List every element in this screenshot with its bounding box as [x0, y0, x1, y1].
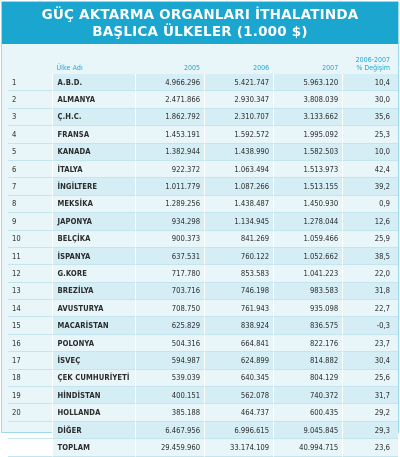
value-2007-cell: 983.583: [273, 283, 342, 300]
value-2006-cell: 640.345: [204, 370, 273, 387]
value-2007-cell: 40.994.715: [273, 439, 342, 456]
change-cell: 25,3: [342, 126, 398, 143]
rank-cell: 12: [8, 265, 52, 282]
value-2005-cell: 400.151: [135, 387, 204, 404]
rank-cell: 9: [8, 213, 52, 230]
value-2007-cell: 814.882: [273, 352, 342, 369]
value-2007-cell: 1.513.155: [273, 178, 342, 195]
table-row: [8, 144, 398, 161]
country-cell: ALMANYA: [52, 91, 135, 108]
value-2007-cell: 822.176: [273, 335, 342, 352]
value-2007-cell: 5.963.120: [273, 74, 342, 91]
table-row: [8, 404, 398, 421]
value-2006-cell: 2.310.707: [204, 109, 273, 126]
change-cell: 42,4: [342, 161, 398, 178]
change-cell: 0,9: [342, 196, 398, 213]
value-2007-cell: 1.041.223: [273, 265, 342, 282]
change-cell: 29,2: [342, 404, 398, 421]
value-2006-cell: 33.174.109: [204, 439, 273, 456]
change-cell: 30,4: [342, 352, 398, 369]
rank-cell: 14: [8, 300, 52, 317]
value-2006-cell: 838.924: [204, 317, 273, 334]
value-2006-cell: 624.899: [204, 352, 273, 369]
table-row: [8, 91, 398, 108]
value-2006-cell: 746.198: [204, 283, 273, 300]
change-cell: 23,6: [342, 439, 398, 456]
value-2007-cell: 935.098: [273, 300, 342, 317]
value-2007-cell: 1.513.973: [273, 161, 342, 178]
country-cell: İTALYA: [52, 161, 135, 178]
table-row: [8, 422, 398, 439]
header-change-line1: 2006-2007: [355, 56, 390, 64]
value-2005-cell: 539.039: [135, 370, 204, 387]
table-row: [8, 335, 398, 352]
header-change: [342, 48, 398, 74]
change-cell: 38,5: [342, 248, 398, 265]
value-2007-cell: 836.575: [273, 317, 342, 334]
rank-cell: 16: [8, 335, 52, 352]
country-cell: ÇEK CUMHURİYETİ: [52, 370, 135, 387]
change-cell: 39,2: [342, 178, 398, 195]
header-rank: [8, 48, 52, 74]
change-cell: 30,0: [342, 91, 398, 108]
change-cell: 10,4: [342, 74, 398, 91]
country-cell: HİNDİSTAN: [52, 387, 135, 404]
value-2006-cell: 464.737: [204, 404, 273, 421]
table-row: [8, 370, 398, 387]
value-2005-cell: 625.829: [135, 317, 204, 334]
value-2006-cell: 1.438.990: [204, 144, 273, 161]
header-country: Ülke Adı: [56, 64, 83, 72]
country-cell: BELÇİKA: [52, 231, 135, 248]
value-2007-cell: 740.372: [273, 387, 342, 404]
value-2005-cell: 637.531: [135, 248, 204, 265]
rank-cell: [8, 439, 52, 456]
rank-cell: 20: [8, 404, 52, 421]
rank-cell: 19: [8, 387, 52, 404]
change-cell: 31,7: [342, 387, 398, 404]
table-row: [8, 352, 398, 369]
country-cell: DİĞER: [52, 422, 135, 439]
value-2006-cell: 760.122: [204, 248, 273, 265]
header-row: [8, 48, 398, 74]
value-2006-cell: 5.421.747: [204, 74, 273, 91]
value-2007-cell: 9.045.845: [273, 422, 342, 439]
rank-cell: 8: [8, 196, 52, 213]
table-body: [8, 74, 398, 457]
table-row: [8, 178, 398, 195]
value-2007-cell: 804.129: [273, 370, 342, 387]
change-cell: 25,9: [342, 231, 398, 248]
rank-cell: 5: [8, 144, 52, 161]
header-2007: 2007: [322, 64, 339, 72]
change-cell: 22,7: [342, 300, 398, 317]
chart-title: [2, 7, 398, 41]
value-2005-cell: 1.453.191: [135, 126, 204, 143]
table-row: [8, 387, 398, 404]
value-2005-cell: 504.316: [135, 335, 204, 352]
table-row: [8, 317, 398, 334]
country-cell: BREZİLYA: [52, 283, 135, 300]
country-cell: MEKSİKA: [52, 196, 135, 213]
value-2007-cell: 1.995.092: [273, 126, 342, 143]
value-2007-cell: 3.133.662: [273, 109, 342, 126]
change-cell: 10,0: [342, 144, 398, 161]
import-table: [8, 48, 398, 457]
title-line-2: BAŞLICA ÜLKELER (1.000 $): [92, 24, 308, 40]
country-cell: AVUSTURYA: [52, 300, 135, 317]
value-2006-cell: 761.943: [204, 300, 273, 317]
table-row: [8, 231, 398, 248]
change-cell: 35,6: [342, 109, 398, 126]
country-cell: FRANSA: [52, 126, 135, 143]
value-2005-cell: 900.373: [135, 231, 204, 248]
title-line-1: GÜÇ AKTARMA ORGANLARI İTHALATINDA: [41, 7, 359, 23]
rank-cell: 7: [8, 178, 52, 195]
table-row: [8, 300, 398, 317]
value-2005-cell: 2.471.866: [135, 91, 204, 108]
table-row: [8, 248, 398, 265]
table-row: [8, 265, 398, 282]
country-cell: İSPANYA: [52, 248, 135, 265]
country-cell: İSVEÇ: [52, 352, 135, 369]
value-2006-cell: 6.996.615: [204, 422, 273, 439]
rank-cell: 15: [8, 317, 52, 334]
value-2005-cell: 29.459.960: [135, 439, 204, 456]
value-2006-cell: 841.269: [204, 231, 273, 248]
value-2006-cell: 664.841: [204, 335, 273, 352]
value-2005-cell: 1.011.779: [135, 178, 204, 195]
rank-cell: [8, 422, 52, 439]
change-cell: -0,3: [342, 317, 398, 334]
country-cell: Ç.H.C.: [52, 109, 135, 126]
value-2007-cell: 1.052.662: [273, 248, 342, 265]
value-2006-cell: 2.930.347: [204, 91, 273, 108]
value-2005-cell: 717.780: [135, 265, 204, 282]
rank-cell: 1: [8, 74, 52, 91]
value-2005-cell: 934.298: [135, 213, 204, 230]
change-cell: 12,6: [342, 213, 398, 230]
table-row: [8, 126, 398, 143]
country-cell: MACARİSTAN: [52, 317, 135, 334]
rank-cell: 11: [8, 248, 52, 265]
country-cell: JAPONYA: [52, 213, 135, 230]
change-cell: 29,3: [342, 422, 398, 439]
table-row: [8, 283, 398, 300]
change-cell: 22,0: [342, 265, 398, 282]
change-cell: 31,8: [342, 283, 398, 300]
country-cell: İNGİLTERE: [52, 178, 135, 195]
table-row: [8, 74, 398, 91]
value-2007-cell: 1.582.503: [273, 144, 342, 161]
value-2006-cell: 1.063.494: [204, 161, 273, 178]
value-2005-cell: 708.750: [135, 300, 204, 317]
table-row: [8, 109, 398, 126]
value-2006-cell: 562.078: [204, 387, 273, 404]
header-2006: 2006: [253, 64, 270, 72]
value-2007-cell: 600.435: [273, 404, 342, 421]
country-cell: TOPLAM: [52, 439, 135, 456]
value-2006-cell: 1.087.266: [204, 178, 273, 195]
value-2005-cell: 1.382.944: [135, 144, 204, 161]
value-2005-cell: 1.289.256: [135, 196, 204, 213]
rank-cell: 6: [8, 161, 52, 178]
table-row: [8, 213, 398, 230]
country-cell: POLONYA: [52, 335, 135, 352]
value-2006-cell: 1.134.945: [204, 213, 273, 230]
value-2007-cell: 3.808.039: [273, 91, 342, 108]
country-cell: G.KORE: [52, 265, 135, 282]
value-2005-cell: 6.467.956: [135, 422, 204, 439]
value-2006-cell: 853.583: [204, 265, 273, 282]
rank-cell: 13: [8, 283, 52, 300]
value-2005-cell: 1.862.792: [135, 109, 204, 126]
rank-cell: 18: [8, 370, 52, 387]
rank-cell: 17: [8, 352, 52, 369]
country-cell: KANADA: [52, 144, 135, 161]
rank-cell: 3: [8, 109, 52, 126]
change-cell: 25,6: [342, 370, 398, 387]
header-change-line2: % Değişim: [356, 64, 390, 72]
value-2005-cell: 385.188: [135, 404, 204, 421]
value-2006-cell: 1.592.572: [204, 126, 273, 143]
value-2007-cell: 1.059.466: [273, 231, 342, 248]
value-2007-cell: 1.450.930: [273, 196, 342, 213]
value-2005-cell: 594.987: [135, 352, 204, 369]
change-cell: 23,7: [342, 335, 398, 352]
value-2005-cell: 922.372: [135, 161, 204, 178]
rank-cell: 2: [8, 91, 52, 108]
rank-cell: 10: [8, 231, 52, 248]
header-2005: 2005: [184, 64, 201, 72]
value-2005-cell: 4.966.296: [135, 74, 204, 91]
value-2005-cell: 703.716: [135, 283, 204, 300]
value-2006-cell: 1.438.487: [204, 196, 273, 213]
country-cell: HOLLANDA: [52, 404, 135, 421]
table-row: [8, 161, 398, 178]
table-row: [8, 196, 398, 213]
value-2007-cell: 1.278.044: [273, 213, 342, 230]
table-frame: [1, 1, 399, 452]
country-cell: A.B.D.: [52, 74, 135, 91]
rank-cell: 4: [8, 126, 52, 143]
table-row: [8, 439, 398, 456]
